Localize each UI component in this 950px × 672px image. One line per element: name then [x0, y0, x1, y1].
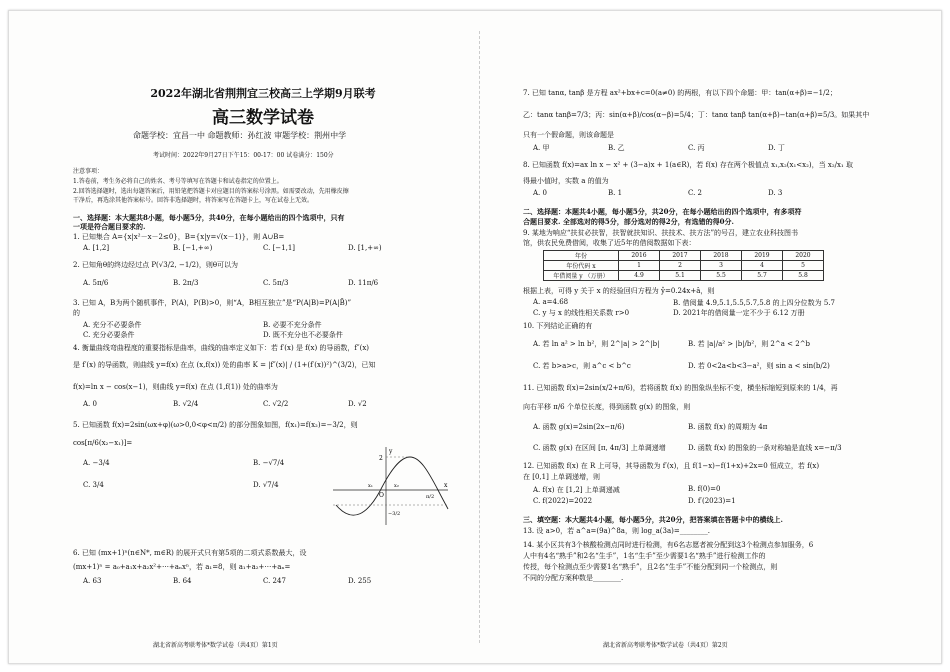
q2-option-b: B. 2π/3 [173, 279, 199, 287]
q12-option-b: B. f(0)=0 [688, 485, 721, 493]
q8-line-1: 8. 已知函数 f(x)=ax ln x − x² + (3−a)x + 1(a∈R)，若 f(x) 存在两个极值点 x₁,x₂(x₁<x₂)，当 x₂/x₁ 取 [523, 161, 853, 169]
q9-option-d: D. 2021年的借阅量一定不少于 6.12 万册 [673, 309, 805, 317]
table-cell: 年借阅量 y （万册） [544, 271, 619, 281]
q12-option-a: A. f(x) 在 [1,2] 上单调递减 [533, 486, 620, 494]
table-row [544, 271, 824, 281]
q3-option-d: D. 既不充分也不必要条件 [263, 331, 343, 339]
section2-heading: 二、选择题：本题共4小题，每小题5分，共20分，在每小题给出的四个选项中，有多项符 [523, 207, 802, 216]
table-cell: 5.1 [660, 271, 701, 281]
q5-option-c: C. 3/4 [83, 481, 104, 489]
note-2a: 2.回答选择题时，选出每题答案后，用铅笔把答题卡对应题目的答案标号涂黑。如需要改动，先用橡皮擦 [73, 188, 349, 195]
q11-option-c: C. 函数 g(x) 在区间 [π, 4π/3] 上单调递增 [533, 444, 666, 452]
q11-line-1: 11. 已知函数 f(x)=2sin(x/2+π/6)，若将函数 f(x) 的图象纵坐标不变，横坐标缩短到原来的 1/4，再 [523, 384, 838, 392]
table-cell: 年份代码 x [544, 261, 619, 271]
footer-right: 湖北省新高考联考体*数学试卷（共4页）第2页 [603, 642, 728, 649]
q10-option-d: D. 若 0<2a<b<3−a²，则 sin a < sin(b/2) [688, 362, 830, 370]
q9-line-1: 9. 某地为响应“扶贫必扶智，扶智就扶知识、扶技术、扶方法”的号召，建立农业科技图书 [523, 229, 799, 237]
q5-line-2: cos[π/6(x₂−x₁)]= [73, 439, 133, 447]
q6-option-d: D. 255 [348, 577, 372, 585]
q4-option-a: A. 0 [83, 400, 97, 408]
q7-option-a: A. 甲 [533, 144, 550, 152]
q7-line-2: 乙：tanα tanβ=7/3；丙：sin(α+β)/cos(α−β)=5/4；丁：tanα tanβ tan(α+β)−tan(α+β)=5/3。如果其中 [523, 111, 870, 119]
table-cell: 5.8 [783, 271, 824, 281]
q2-option-d: D. 11π/6 [348, 279, 379, 287]
q4-option-d: D. √2 [348, 400, 367, 408]
q6-line-1: 6. 已知 (mx+1)ⁿ(n∈N*, m∈R) 的展开式只有第5项的二项式系数最大，设 [73, 549, 307, 557]
q3-option-a: A. 充分不必要条件 [83, 321, 142, 329]
q10-option-a: A. 若 ln a² > ln b²，则 2^|a| > 2^|b| [533, 340, 660, 348]
q3-option-b: B. 必要不充分条件 [263, 321, 322, 329]
graph-neg: −3/2 [388, 511, 401, 517]
q6-option-a: A. 63 [83, 577, 102, 585]
q4-option-b: B. √2/4 [173, 400, 199, 408]
right-page [523, 11, 870, 663]
q9-line-3: 根据上表，可得 y 关于 x 的经验回归方程为 ŷ=0.24x+â，则 [523, 287, 715, 295]
graph-x1: x₁ [368, 483, 373, 489]
table-cell: 1 [619, 261, 660, 271]
q7-line-1: 7. 已知 tanα, tanβ 是方程 ax²+bx+c=0(a≠0) 的两根，有以下四个命题：甲：tan(α+β)=−1/2； [523, 89, 837, 97]
table-cell: 3 [701, 261, 742, 271]
q7-option-d: D. 丁 [768, 144, 785, 152]
table-cell: 5.5 [701, 271, 742, 281]
q12-line-1: 12. 已知函数 f(x) 在 R 上可导，其导函数为 f′(x)，且 f(1−x)−f(1+x)+2x=0 恒成立，若 f(x) [523, 462, 820, 470]
q12-line-2: 在 [0,1] 上单调递增，则 [523, 473, 601, 481]
graph-x2: x₂ [394, 483, 399, 489]
q2-stem: 2. 已知角θ的终边经过点 P(√3/2, −1/2)，则θ可以为 [73, 261, 239, 269]
q11-option-d: D. 函数 f(x) 的图象的一条对称轴是直线 x=−π/3 [688, 444, 842, 452]
authors-line: 命题学校：宜昌一中 命题教师：孙红波 审题学校：荆州中学 [133, 131, 347, 140]
q9-data-table [543, 250, 824, 281]
q4-line-1: 4. 衡量曲线弯曲程度的重要指标是曲率，曲线的曲率定义如下：若 f′(x) 是 f(x) 的导函数，f″(x) [73, 344, 370, 352]
graph-x-label: x [444, 482, 448, 489]
graph-two: 2 [379, 455, 383, 462]
q1-option-d: D. [1,+∞) [348, 244, 382, 252]
q4-line-3: f(x)=ln x − cos(x−1)，则曲线 y=f(x) 在点 (1,f(1)) 处的曲率为 [73, 383, 278, 391]
q14-line-1: 14. 某小区共有3个核酸检测点同时进行检测，有6名志愿者被分配到这3个检测点参加服务，6 [523, 541, 814, 549]
footer-left: 湖北省新高考联考体*数学试卷（共4页）第1页 [153, 642, 278, 649]
q4-line-2: 是 f′(x) 的导函数，则曲线 y=f(x) 在点 (x,f(x)) 处的曲率 K = |f″(x)| / (1+(f′(x))²)^(3/2)，已知 [73, 361, 376, 369]
table-cell: 2017 [660, 251, 701, 261]
q5-option-b: B. −√7/4 [253, 459, 285, 467]
table-cell: 2016 [619, 251, 660, 261]
exam-time: 考试时间：2022年9月27日下午15：00-17：00 试卷满分：150分 [153, 152, 334, 159]
q6-option-b: B. 64 [173, 577, 192, 585]
graph-y-label: y [389, 448, 393, 455]
note-1: 1.答卷前，考生务必将自己的姓名、考号等填写在答题卡和试卷指定的位置上。 [73, 178, 283, 185]
table-cell: 4 [742, 261, 783, 271]
q12-option-c: C. f(2022)=2022 [533, 497, 593, 505]
note-2b: 干净后，再选涂其他答案标号。回答非选择题时，将答案写在答题卡上，写在试卷上无效。 [73, 197, 314, 204]
q13-stem: 13. 设 a>0，若 a^a=(9a)^8a，则 log_a(3a)=________. [523, 527, 710, 535]
q1-option-b: B. [−1,+∞) [173, 244, 213, 252]
q1-option-a: A. [1,2] [83, 244, 110, 252]
exam-title-main: 高三数学试卷 [212, 108, 314, 128]
q3-stem-2: 的 [73, 309, 80, 317]
section1-heading: 一、选择题：本大题共8小题，每小题5分，共40分，在每小题给出的四个选项中，只有 [73, 213, 345, 222]
q3-stem: 3. 已知 A，B为两个随机事件，P(A)，P(B)>0，则“A，B相互独立”是“P(A|B)=P(A|B̄)” [73, 299, 352, 307]
q8-option-a: A. 0 [533, 189, 547, 197]
q11-line-2: 向右平移 π/6 个单位长度，得到函数 g(x) 的图象，则 [523, 403, 691, 411]
section2-heading-2: 合题目要求. 全部选对的得5分，部分选对的得2分，有选错的得0分. [523, 217, 734, 226]
notes-heading: 注意事项： [73, 168, 104, 175]
q9-option-c: C. y 与 x 的线性相关系数 r>0 [533, 309, 630, 317]
q5-option-a: A. −3/4 [83, 459, 110, 467]
q11-option-a: A. 函数 g(x)=2sin(2x−π/6) [533, 423, 625, 431]
q9-line-2: 馆，供农民免费借阅，收集了近5年的借阅数据如下表： [523, 239, 696, 247]
q7-option-b: B. 乙 [608, 144, 625, 152]
q8-option-d: D. 3 [768, 189, 783, 197]
q9-option-b: B. 借阅量 4.9,5.1,5.5,5.7,5.8 的上四分位数为 5.7 [673, 299, 835, 307]
q5-sine-graph [328, 443, 453, 528]
q4-option-c: C. √2/2 [263, 400, 289, 408]
table-cell: 2 [660, 261, 701, 271]
q6-line-2: (mx+1)ⁿ = a₀+a₁x+a₂x²+⋯+aₙxⁿ，若 a₁=8，则 a₁+a₂+⋯+aₙ= [73, 563, 291, 571]
table-cell: 5.7 [742, 271, 783, 281]
table-cell: 年份 [544, 251, 619, 261]
q6-option-c: C. 247 [263, 577, 286, 585]
table-cell: 5 [783, 261, 824, 271]
graph-origin: O [379, 492, 384, 499]
q12-option-d: D. f′(2023)=1 [688, 497, 736, 505]
page-divider [479, 31, 480, 643]
q8-option-b: B. 1 [608, 189, 623, 197]
q8-line-2: 得最小值时，实数 a 的值为 [523, 177, 609, 185]
q2-option-c: C. 5π/3 [263, 279, 289, 287]
q14-line-3: 传授，每个检测点至少需要1名“熟手”，且2名“生手”不能分配到同一个检测点，则 [523, 563, 778, 571]
table-cell: 2020 [783, 251, 824, 261]
section3-heading: 三、填空题：本大题共4小题，每小题5分，共20分，把答案填在答题卡中的横线上. [523, 515, 783, 524]
q10-option-b: B. 若 |a|/a² > |b|/b²，则 2^a < 2^b [688, 340, 811, 348]
graph-tick: π/2 [426, 494, 435, 500]
q8-option-c: C. 2 [688, 189, 703, 197]
section1-heading-2: 一项是符合题目要求的. [73, 222, 146, 231]
q7-option-c: C. 丙 [688, 144, 705, 152]
q14-line-4: 不同的分配方案种数是________. [523, 574, 624, 582]
q1-stem: 1. 已知集合 A={x|x²－x－2≤0}，B={x|y=√(x－1)}，则 A∪B= [73, 233, 285, 241]
left-page [73, 11, 453, 663]
q14-line-2: 人中有4名“熟手”和2名“生手”，1名“生手”至少需要1名“熟手”进行检测工作的 [523, 552, 766, 560]
q2-option-a: A. 5π/6 [83, 279, 109, 287]
exam-paper [8, 10, 942, 664]
q3-option-c: C. 充分必要条件 [83, 331, 135, 339]
q11-option-b: B. 函数 f(x) 的周期为 4π [688, 423, 768, 431]
q1-option-c: C. [−1,1] [263, 244, 296, 252]
q9-option-a: A. a=4.68 [533, 298, 569, 306]
q7-line-3: 只有一个假命题，则该命题是 [523, 131, 614, 139]
table-cell: 2018 [701, 251, 742, 261]
table-cell: 4.9 [619, 271, 660, 281]
table-cell: 2019 [742, 251, 783, 261]
q5-option-d: D. √7/4 [253, 481, 279, 489]
table-row [544, 251, 824, 261]
q10-stem: 10. 下列结论正确的有 [523, 322, 593, 330]
q10-option-c: C. 若 b>a>c，则 a^c < b^c [533, 362, 631, 370]
table-row [544, 261, 824, 271]
q5-line-1: 5. 已知函数 f(x)=2sin(ωx+φ)(ω>0,0<φ<π/2) 的部分图象如图，f(x₁)=f(x₂)=−3/2，则 [73, 421, 358, 429]
exam-title-line: 2022年湖北省荆荆宜三校高三上学期9月联考 [150, 87, 376, 100]
